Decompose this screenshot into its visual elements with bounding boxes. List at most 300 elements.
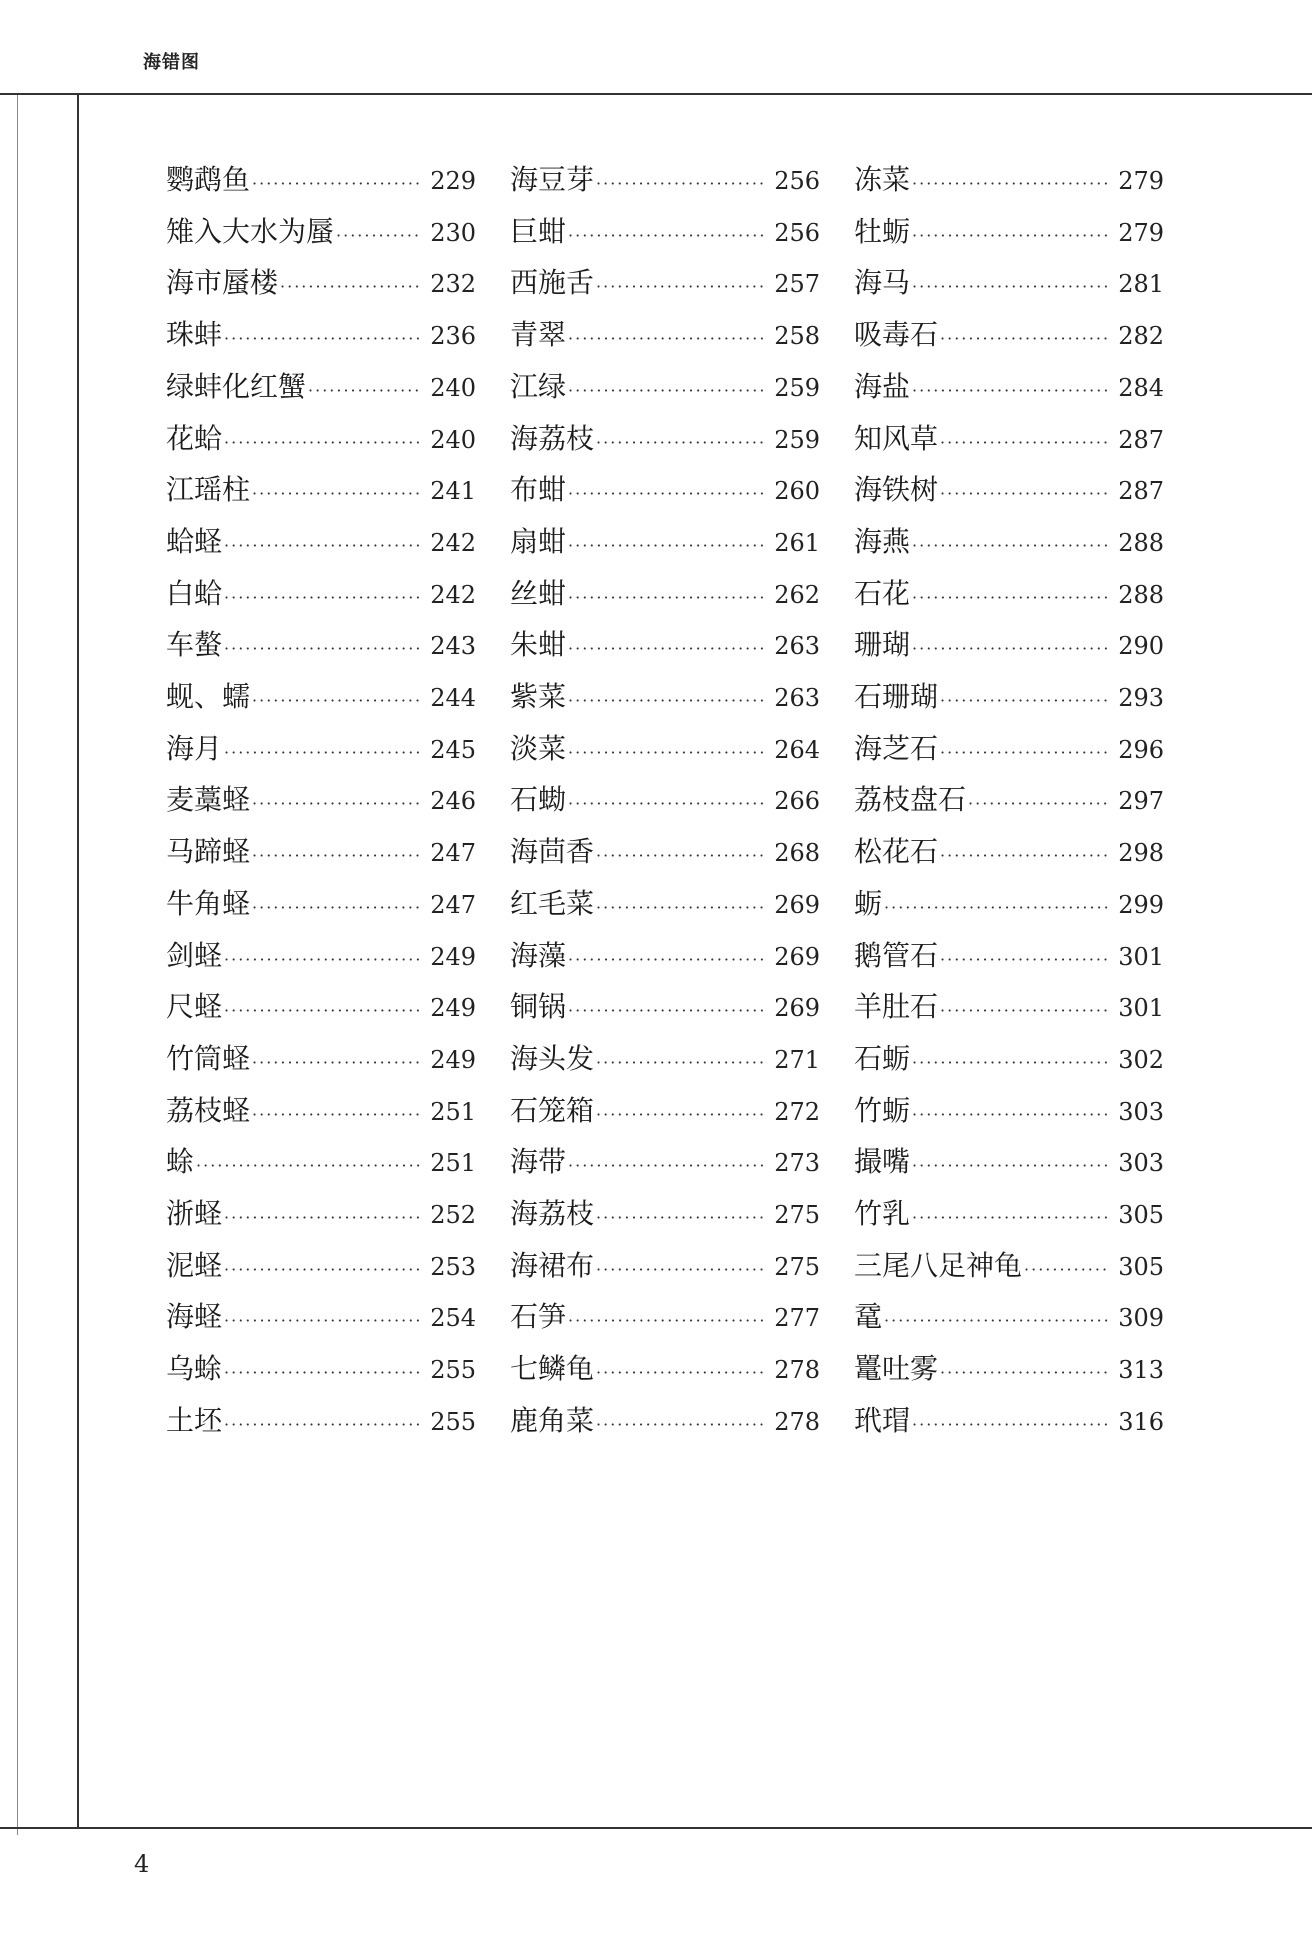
toc-entry-title: 海茴香 bbox=[510, 835, 595, 869]
toc-entry-page: 240 bbox=[430, 373, 476, 402]
toc-entry-title: 泥蛏 bbox=[166, 1248, 223, 1282]
toc-entry-title: 青翠 bbox=[510, 318, 567, 352]
toc-entry[interactable] bbox=[166, 830, 476, 878]
toc-entry[interactable] bbox=[510, 830, 820, 878]
toc-entry-title: 丝蚶 bbox=[510, 576, 567, 610]
toc-entry[interactable] bbox=[166, 934, 476, 982]
toc-entry[interactable] bbox=[510, 210, 820, 258]
toc-entry-title: 玳瑁 bbox=[854, 1403, 911, 1437]
toc-entry[interactable] bbox=[854, 365, 1164, 413]
toc-entry-page: 277 bbox=[774, 1304, 820, 1333]
toc-entry-page: 279 bbox=[1118, 167, 1164, 195]
toc-entry[interactable] bbox=[166, 210, 476, 258]
toc-entry-page: 264 bbox=[774, 735, 820, 764]
dot-leader bbox=[968, 794, 1110, 813]
toc-entry-title: 鼍吐雾 bbox=[854, 1352, 939, 1386]
header-rule bbox=[0, 93, 1312, 95]
toc-entry-page: 288 bbox=[1118, 580, 1164, 609]
binding-edge bbox=[17, 95, 18, 1835]
toc-entry-title: 海盐 bbox=[854, 369, 911, 403]
toc-entry[interactable] bbox=[854, 727, 1164, 775]
toc-entry-page: 252 bbox=[430, 1201, 476, 1229]
toc-entry-page: 313 bbox=[1118, 1356, 1164, 1385]
toc-entry-title: 海荔枝 bbox=[510, 421, 595, 455]
toc-entry-title: 花蛤 bbox=[166, 421, 223, 455]
toc-entry[interactable] bbox=[854, 882, 1164, 930]
dot-leader bbox=[596, 1105, 766, 1124]
toc-entry-title: 知风草 bbox=[854, 421, 939, 455]
toc-entry-title: 海头发 bbox=[510, 1041, 595, 1075]
toc-entry[interactable] bbox=[510, 882, 820, 930]
toc-entry-title: 麦藁蛏 bbox=[166, 783, 251, 817]
toc-entry-page: 284 bbox=[1118, 373, 1164, 402]
toc-entry-title: 海荔枝 bbox=[510, 1197, 595, 1230]
toc-entry-page: 272 bbox=[774, 1097, 820, 1126]
toc-entry-page: 261 bbox=[774, 528, 820, 557]
dot-leader bbox=[224, 329, 422, 348]
toc-entry-title: 鹦鹉鱼 bbox=[166, 163, 251, 196]
toc-entry-page: 275 bbox=[774, 1252, 820, 1281]
toc-entry-page: 279 bbox=[1118, 218, 1164, 247]
toc-entry[interactable] bbox=[854, 1140, 1164, 1188]
toc-entry[interactable] bbox=[510, 520, 820, 568]
toc-entry-title: 竹筒蛏 bbox=[166, 1041, 251, 1075]
dot-leader bbox=[196, 1156, 422, 1175]
toc-entry[interactable] bbox=[854, 934, 1164, 982]
toc-entry-title: 鹿角菜 bbox=[510, 1403, 595, 1437]
dot-leader bbox=[912, 1105, 1110, 1124]
dot-leader bbox=[912, 1053, 1110, 1072]
toc-entry[interactable] bbox=[510, 1037, 820, 1085]
toc-entry-page: 271 bbox=[774, 1045, 820, 1074]
toc-entry[interactable] bbox=[510, 1399, 820, 1447]
toc-entry[interactable] bbox=[854, 675, 1164, 723]
toc-entry-page: 255 bbox=[430, 1407, 476, 1436]
toc-entry-page: 242 bbox=[430, 580, 476, 609]
dot-leader bbox=[224, 1311, 422, 1330]
dot-leader bbox=[884, 1311, 1110, 1330]
toc-entry-page: 259 bbox=[774, 425, 820, 454]
dot-leader bbox=[252, 484, 422, 503]
toc-entry-page: 229 bbox=[430, 167, 476, 195]
dot-leader bbox=[940, 433, 1110, 452]
toc-entry[interactable] bbox=[510, 313, 820, 361]
toc-entry-title: 蛎 bbox=[854, 886, 883, 920]
toc-entry[interactable] bbox=[854, 261, 1164, 309]
toc-entry-title: 尺蛏 bbox=[166, 990, 223, 1024]
toc-entry[interactable] bbox=[166, 1295, 476, 1343]
dot-leader bbox=[596, 1260, 766, 1279]
margin-rule bbox=[77, 95, 79, 1827]
dot-leader bbox=[224, 1208, 422, 1227]
toc-entry-page: 251 bbox=[430, 1149, 476, 1178]
dot-leader bbox=[224, 1001, 422, 1020]
toc-entry-page: 232 bbox=[430, 270, 476, 299]
dot-leader bbox=[596, 1208, 766, 1227]
toc-entry[interactable] bbox=[510, 1347, 820, 1395]
toc-entry-title: 荔枝盘石 bbox=[854, 783, 967, 817]
toc-entry[interactable] bbox=[510, 417, 820, 465]
dot-leader bbox=[224, 1260, 422, 1279]
toc-entry-page: 290 bbox=[1118, 632, 1164, 661]
toc-entry-page: 259 bbox=[774, 373, 820, 402]
toc-entry-page: 247 bbox=[430, 839, 476, 868]
toc-entry-title: 海芝石 bbox=[854, 731, 939, 765]
toc-entry-title: 海月 bbox=[166, 731, 223, 765]
toc-entry-title: 扇蚶 bbox=[510, 524, 567, 558]
toc-entry[interactable] bbox=[510, 985, 820, 1033]
toc-entry[interactable] bbox=[854, 830, 1164, 878]
toc-entry-page: 305 bbox=[1118, 1201, 1164, 1229]
dot-leader bbox=[224, 433, 422, 452]
toc-entry-title: 海带 bbox=[510, 1145, 567, 1179]
toc-entry[interactable] bbox=[166, 882, 476, 930]
toc-entry-title: 海蛏 bbox=[166, 1300, 223, 1334]
toc-entry-title: 石花 bbox=[854, 576, 911, 610]
dot-leader bbox=[252, 691, 422, 710]
dot-leader bbox=[568, 226, 766, 245]
dot-leader bbox=[940, 950, 1110, 969]
page-number: 4 bbox=[134, 1850, 150, 1878]
toc-entry[interactable] bbox=[854, 468, 1164, 516]
dot-leader bbox=[568, 536, 766, 555]
toc-entry[interactable] bbox=[854, 520, 1164, 568]
dot-leader bbox=[940, 846, 1110, 865]
toc-entry[interactable] bbox=[854, 1089, 1164, 1137]
dot-leader bbox=[596, 1363, 766, 1382]
toc-entry[interactable] bbox=[166, 261, 476, 309]
toc-entry-title: 车螯 bbox=[166, 628, 223, 662]
toc-entry[interactable] bbox=[166, 468, 476, 516]
toc-entry[interactable] bbox=[854, 1192, 1164, 1240]
toc-entry[interactable] bbox=[166, 727, 476, 775]
toc-entry-title: 紫菜 bbox=[510, 680, 567, 713]
toc-entry-title: 红毛菜 bbox=[510, 886, 595, 920]
toc-entry-page: 282 bbox=[1118, 322, 1164, 351]
toc-entry-title: 海市蜃楼 bbox=[166, 266, 279, 300]
toc-entry-page: 245 bbox=[430, 735, 476, 764]
toc-entry-page: 303 bbox=[1118, 1149, 1164, 1178]
dot-leader bbox=[568, 691, 766, 710]
toc-entry[interactable] bbox=[510, 623, 820, 671]
toc-entry-page: 263 bbox=[774, 632, 820, 661]
toc-entry-title: 淡菜 bbox=[510, 731, 567, 765]
dot-leader bbox=[568, 794, 766, 813]
toc-entry[interactable] bbox=[510, 1192, 820, 1240]
toc-entry-page: 260 bbox=[774, 477, 820, 506]
toc-entry[interactable] bbox=[854, 1295, 1164, 1343]
toc-entry[interactable] bbox=[166, 1089, 476, 1137]
dot-leader bbox=[1024, 1260, 1110, 1279]
toc-entry-page: 273 bbox=[774, 1149, 820, 1178]
toc-entry-page: 255 bbox=[430, 1356, 476, 1385]
toc-entry-title: 石蛎 bbox=[854, 1041, 911, 1075]
toc-entry-page: 316 bbox=[1118, 1407, 1164, 1436]
toc-entry-title: 海裙布 bbox=[510, 1248, 595, 1282]
toc-entry-title: 羊肚石 bbox=[854, 990, 939, 1024]
toc-entry[interactable] bbox=[166, 1347, 476, 1395]
toc-entry-title: 竹乳 bbox=[854, 1197, 911, 1230]
dot-leader bbox=[252, 1053, 422, 1072]
toc-entry-title: 蜍 bbox=[166, 1145, 195, 1179]
toc-entry[interactable] bbox=[166, 313, 476, 361]
toc-entry-page: 278 bbox=[774, 1356, 820, 1385]
toc-entry-page: 269 bbox=[774, 890, 820, 919]
toc-entry-title: 鹅管石 bbox=[854, 938, 939, 972]
toc-entry-title: 江瑶柱 bbox=[166, 473, 251, 507]
dot-leader bbox=[912, 536, 1110, 555]
toc-entry-page: 303 bbox=[1118, 1097, 1164, 1126]
dot-leader bbox=[224, 588, 422, 607]
toc-entry[interactable] bbox=[510, 261, 820, 309]
toc-entry-title: 巨蚶 bbox=[510, 214, 567, 248]
toc-entry[interactable] bbox=[510, 1244, 820, 1292]
toc-entry[interactable] bbox=[166, 1399, 476, 1447]
dot-leader bbox=[568, 381, 766, 400]
toc-entry[interactable] bbox=[510, 158, 820, 206]
toc-entry-title: 七鳞龟 bbox=[510, 1352, 595, 1386]
toc-entry[interactable] bbox=[854, 985, 1164, 1033]
dot-leader bbox=[940, 484, 1110, 503]
toc-entry[interactable] bbox=[854, 623, 1164, 671]
toc-entry-page: 297 bbox=[1118, 787, 1164, 816]
dot-leader bbox=[940, 329, 1110, 348]
running-header: 海错图 bbox=[143, 52, 200, 73]
toc-entry-title: 浙蛏 bbox=[166, 1197, 223, 1230]
toc-entry[interactable] bbox=[854, 1244, 1164, 1292]
toc-entry-title: 珊瑚 bbox=[854, 628, 911, 662]
dot-leader bbox=[568, 639, 766, 658]
toc-entry-page: 266 bbox=[774, 787, 820, 816]
toc-entry-page: 288 bbox=[1118, 528, 1164, 557]
toc-entry[interactable] bbox=[166, 158, 476, 206]
dot-leader bbox=[912, 381, 1110, 400]
toc-entry-page: 301 bbox=[1118, 994, 1164, 1023]
toc-entry[interactable] bbox=[854, 1399, 1164, 1447]
toc-entry-page: 293 bbox=[1118, 684, 1164, 712]
toc-entry-page: 302 bbox=[1118, 1045, 1164, 1074]
dot-leader bbox=[224, 536, 422, 555]
toc-entry[interactable] bbox=[854, 158, 1164, 206]
toc-entry-page: 249 bbox=[430, 1045, 476, 1074]
toc-entry-page: 236 bbox=[430, 322, 476, 351]
toc-entry[interactable] bbox=[166, 417, 476, 465]
toc-entry-page: 298 bbox=[1118, 839, 1164, 868]
toc-entry-page: 269 bbox=[774, 994, 820, 1023]
toc-entry[interactable] bbox=[854, 778, 1164, 826]
toc-entry-title: 冻菜 bbox=[854, 163, 911, 196]
toc-entry-title: 绿蚌化红蟹 bbox=[166, 369, 307, 403]
dot-leader bbox=[884, 898, 1110, 917]
toc-entry-page: 309 bbox=[1118, 1304, 1164, 1333]
dot-leader bbox=[568, 1001, 766, 1020]
toc-entry-title: 白蛤 bbox=[166, 576, 223, 610]
dot-leader bbox=[912, 1208, 1110, 1227]
toc-entry-page: 247 bbox=[430, 890, 476, 919]
toc-entry[interactable] bbox=[166, 1037, 476, 1085]
dot-leader bbox=[596, 174, 766, 193]
toc-entry[interactable] bbox=[510, 675, 820, 723]
toc-entry-page: 230 bbox=[430, 218, 476, 247]
toc-entry-page: 251 bbox=[430, 1097, 476, 1126]
toc-entry-page: 268 bbox=[774, 839, 820, 868]
toc-entry-title: 三尾八足神龟 bbox=[854, 1248, 1023, 1282]
dot-leader bbox=[252, 898, 422, 917]
dot-leader bbox=[224, 743, 422, 762]
toc-entry-title: 海马 bbox=[854, 266, 911, 300]
dot-leader bbox=[596, 1415, 766, 1434]
dot-leader bbox=[336, 226, 422, 245]
toc-entry-title: 雉入大水为蜃 bbox=[166, 214, 335, 248]
dot-leader bbox=[252, 846, 422, 865]
toc-entry-page: 242 bbox=[430, 528, 476, 557]
toc-entry[interactable] bbox=[510, 365, 820, 413]
dot-leader bbox=[912, 277, 1110, 296]
toc-entry-title: 剑蛏 bbox=[166, 938, 223, 972]
toc-entry-title: 海铁树 bbox=[854, 473, 939, 507]
toc-entry-page: 296 bbox=[1118, 735, 1164, 764]
toc-entry-title: 荔枝蛏 bbox=[166, 1093, 251, 1127]
toc-entry[interactable] bbox=[166, 675, 476, 723]
toc-entry-page: 240 bbox=[430, 425, 476, 454]
toc-entry-title: 海燕 bbox=[854, 524, 911, 558]
dot-leader bbox=[596, 433, 766, 452]
toc-entry-title: 石笼箱 bbox=[510, 1093, 595, 1127]
dot-leader bbox=[224, 1415, 422, 1434]
dot-leader bbox=[912, 1156, 1110, 1175]
toc-entry-page: 258 bbox=[774, 322, 820, 351]
dot-leader bbox=[912, 588, 1110, 607]
dot-leader bbox=[252, 174, 422, 193]
toc-entry-title: 朱蚶 bbox=[510, 628, 567, 662]
toc-entry-page: 262 bbox=[774, 580, 820, 609]
toc-entry-page: 256 bbox=[774, 167, 820, 195]
toc-entry-page: 305 bbox=[1118, 1252, 1164, 1281]
toc-entry[interactable] bbox=[510, 778, 820, 826]
toc-entry-page: 301 bbox=[1118, 942, 1164, 971]
toc-entry[interactable] bbox=[510, 1140, 820, 1188]
toc-entry-title: 马蹄蛏 bbox=[166, 835, 251, 869]
toc-entry-page: 287 bbox=[1118, 425, 1164, 454]
dot-leader bbox=[940, 691, 1110, 710]
toc-entry-page: 275 bbox=[774, 1201, 820, 1229]
toc-entry[interactable] bbox=[510, 1295, 820, 1343]
toc-entry[interactable] bbox=[854, 417, 1164, 465]
toc-entry[interactable] bbox=[166, 1244, 476, 1292]
toc-entry[interactable] bbox=[166, 520, 476, 568]
dot-leader bbox=[568, 1311, 766, 1330]
dot-leader bbox=[568, 484, 766, 503]
dot-leader bbox=[568, 329, 766, 348]
dot-leader bbox=[224, 639, 422, 658]
toc-entry-page: 244 bbox=[430, 684, 476, 712]
toc-entry[interactable] bbox=[510, 727, 820, 775]
toc-entry-title: 牡蛎 bbox=[854, 214, 911, 248]
toc-entry-page: 241 bbox=[430, 477, 476, 506]
dot-leader bbox=[596, 1053, 766, 1072]
toc-entry-title: 海豆芽 bbox=[510, 163, 595, 196]
toc-entry[interactable] bbox=[510, 572, 820, 620]
dot-leader bbox=[596, 277, 766, 296]
dot-leader bbox=[912, 1415, 1110, 1434]
toc-entry-title: 松花石 bbox=[854, 835, 939, 869]
toc-entry[interactable] bbox=[166, 1140, 476, 1188]
toc-entry-title: 海藻 bbox=[510, 938, 567, 972]
toc-entry[interactable] bbox=[510, 934, 820, 982]
dot-leader bbox=[912, 174, 1110, 193]
toc-entry-title: 石笋 bbox=[510, 1300, 567, 1334]
toc-entry-title: 铜锅 bbox=[510, 990, 567, 1024]
dot-leader bbox=[596, 846, 766, 865]
toc-entry[interactable] bbox=[166, 985, 476, 1033]
toc-entry-title: 江绿 bbox=[510, 369, 567, 403]
toc-entry-title: 吸毒石 bbox=[854, 318, 939, 352]
dot-leader bbox=[568, 743, 766, 762]
dot-leader bbox=[912, 226, 1110, 245]
toc-entry[interactable] bbox=[166, 778, 476, 826]
toc-entry[interactable] bbox=[166, 572, 476, 620]
toc-entry-page: 299 bbox=[1118, 890, 1164, 919]
toc-entry-page: 253 bbox=[430, 1252, 476, 1281]
dot-leader bbox=[224, 950, 422, 969]
toc-entry[interactable] bbox=[854, 313, 1164, 361]
dot-leader bbox=[940, 1001, 1110, 1020]
toc-entry-page: 278 bbox=[774, 1407, 820, 1436]
toc-entry-title: 土坯 bbox=[166, 1403, 223, 1437]
toc-entry-title: 布蚶 bbox=[510, 473, 567, 507]
toc-entry[interactable] bbox=[854, 210, 1164, 258]
toc-entry[interactable] bbox=[166, 365, 476, 413]
toc-entry-page: 249 bbox=[430, 942, 476, 971]
toc-entry-page: 263 bbox=[774, 684, 820, 712]
toc-entry[interactable] bbox=[854, 572, 1164, 620]
toc-entry-page: 269 bbox=[774, 942, 820, 971]
toc-entry-page: 287 bbox=[1118, 477, 1164, 506]
toc-entry-title: 撮嘴 bbox=[854, 1145, 911, 1179]
toc-entry-title: 竹蛎 bbox=[854, 1093, 911, 1127]
toc-entry-title: 石蜐 bbox=[510, 783, 567, 817]
toc-entry-title: 石珊瑚 bbox=[854, 680, 939, 713]
toc-entry[interactable] bbox=[510, 468, 820, 516]
toc-entry-title: 牛角蛏 bbox=[166, 886, 251, 920]
dot-leader bbox=[252, 794, 422, 813]
toc-entry-title: 珠蚌 bbox=[166, 318, 223, 352]
dot-leader bbox=[568, 950, 766, 969]
dot-leader bbox=[940, 743, 1110, 762]
dot-leader bbox=[308, 381, 422, 400]
dot-leader bbox=[252, 1105, 422, 1124]
toc-entry-title: 蛤蛏 bbox=[166, 524, 223, 558]
toc-entry[interactable] bbox=[854, 1347, 1164, 1395]
toc-entry-page: 246 bbox=[430, 787, 476, 816]
dot-leader bbox=[912, 639, 1110, 658]
toc-entry[interactable] bbox=[166, 1192, 476, 1240]
toc-entry[interactable] bbox=[166, 623, 476, 671]
toc-entry-page: 254 bbox=[430, 1304, 476, 1333]
toc-entry-page: 257 bbox=[774, 270, 820, 299]
toc-entry-title: 乌蜍 bbox=[166, 1352, 223, 1386]
toc-entry-title: 西施舌 bbox=[510, 266, 595, 300]
dot-leader bbox=[596, 898, 766, 917]
dot-leader bbox=[224, 1363, 422, 1382]
table-of-contents bbox=[160, 158, 1164, 1798]
dot-leader bbox=[568, 1156, 766, 1175]
toc-entry-title: 鼋 bbox=[854, 1300, 883, 1334]
toc-entry[interactable] bbox=[510, 1089, 820, 1137]
toc-entry-page: 281 bbox=[1118, 270, 1164, 299]
dot-leader bbox=[568, 588, 766, 607]
toc-entry[interactable] bbox=[854, 1037, 1164, 1085]
